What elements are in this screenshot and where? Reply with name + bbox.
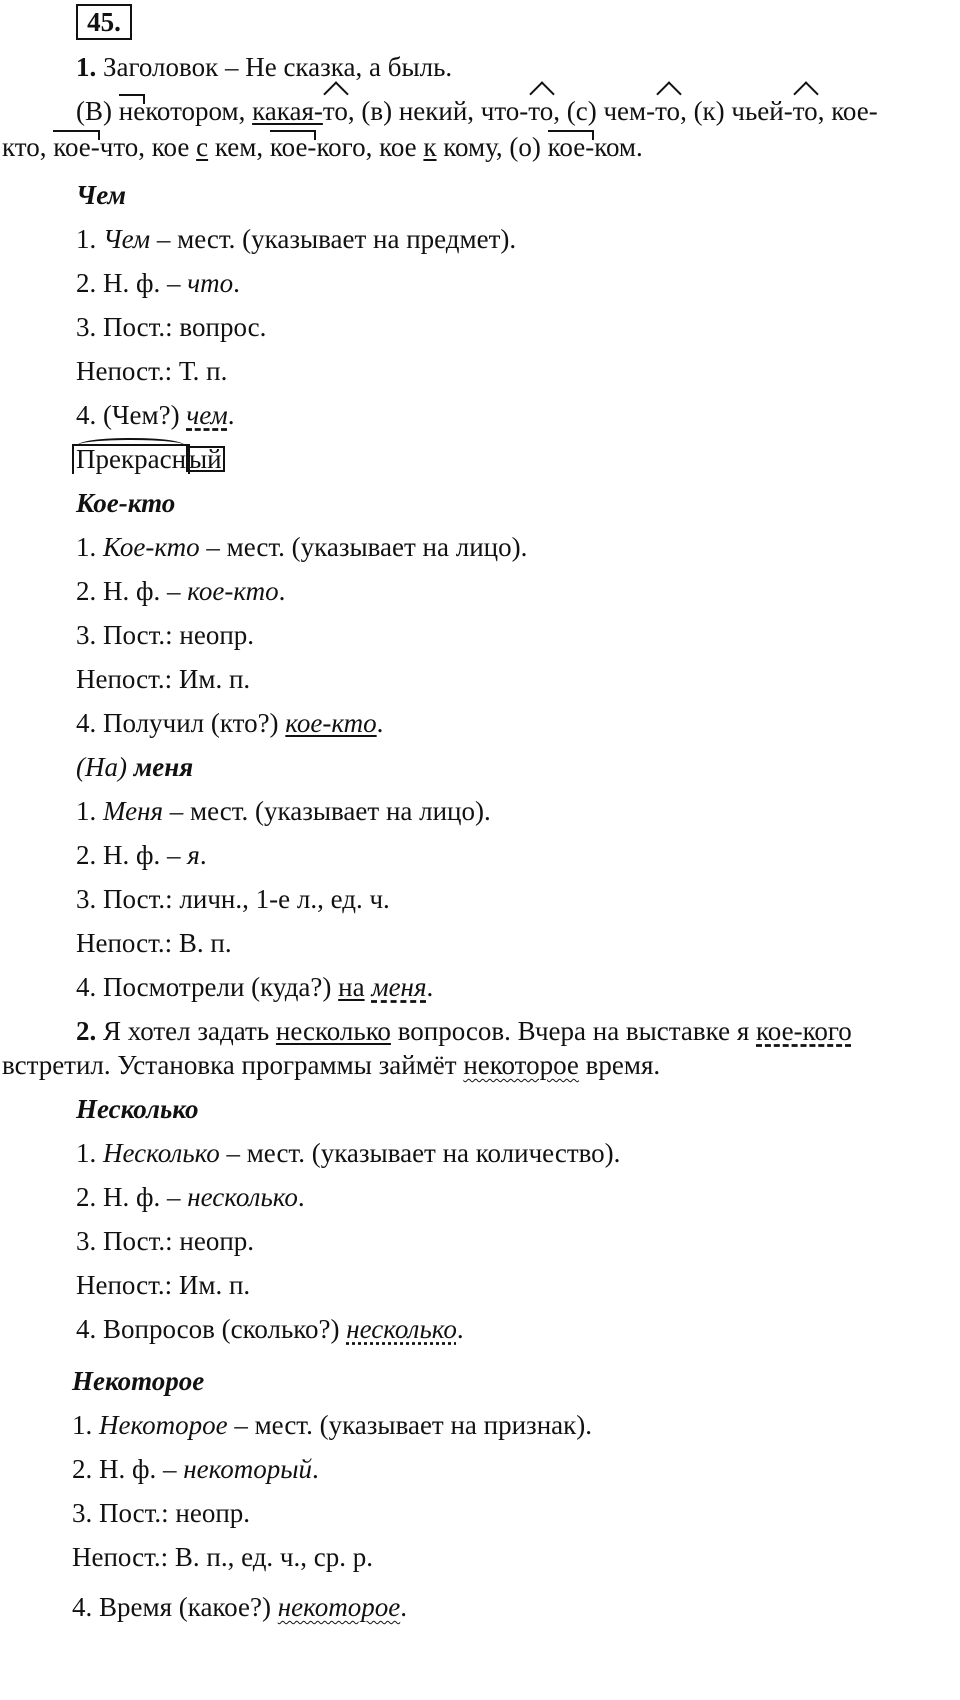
analysis-text: .	[199, 840, 207, 870]
koe-kto-item-2	[76, 574, 285, 608]
koe-kto-item-1	[76, 530, 527, 564]
underlined-word: некоторое	[463, 1050, 579, 1080]
neskolko-item-nonconst: Непост.: Им. п.	[76, 1270, 251, 1300]
suffix-mark: то	[792, 96, 818, 126]
analysis-text: .	[376, 708, 384, 738]
text-fragment: какая-	[252, 96, 323, 126]
koe-kto-item-nonconst: Непост.: Им. п.	[76, 664, 251, 694]
analysis-text: – мест. (указывает на количество).	[219, 1138, 621, 1168]
analysis-text: – мест. (указывает на признак).	[227, 1410, 593, 1440]
nekotoroe-item-3: 3. Пост.: неопр.	[72, 1498, 251, 1528]
menya-item-nonconst: Непост.: В. п.	[76, 928, 232, 958]
analysis-text: .	[426, 972, 434, 1002]
koe-kto-heading: Кое-кто	[76, 488, 176, 518]
part1-title-line	[76, 50, 452, 84]
part1-words-line-a	[76, 94, 878, 128]
text-fragment: что, кое	[99, 132, 197, 162]
ending-box: ый	[186, 446, 225, 472]
neskolko-item-3: 3. Пост.: неопр.	[76, 1226, 255, 1256]
analysis-word: меня	[371, 972, 427, 1002]
suffix-mark: то	[528, 96, 554, 126]
analysis-text: 2. Н. ф. –	[76, 268, 188, 298]
exercise-number: 45.	[76, 4, 132, 40]
menya-item-3: 3. Пост.: личн., 1-е л., ед. ч.	[76, 884, 390, 914]
list-number: 1.	[76, 1138, 103, 1168]
analysis-text: 2. Н. ф. –	[76, 576, 188, 606]
analysis-word: Чем	[103, 224, 151, 254]
heading-preposition: (На)	[76, 752, 134, 782]
text-fragment: кто,	[2, 132, 54, 162]
text-fragment: кому, (о)	[436, 132, 548, 162]
nekotoroe-item-nonconst: Непост.: В. п., ед. ч., ср. р.	[72, 1542, 373, 1572]
chem-heading: Чем	[76, 180, 127, 210]
list-number: 1.	[76, 796, 103, 826]
text-fragment: , (в) некий, что-	[347, 96, 529, 126]
underlined-word: несколько	[275, 1016, 391, 1046]
analysis-text: 2. Н. ф. –	[76, 1182, 188, 1212]
analysis-word: некоторое	[277, 1592, 401, 1622]
analysis-word: что	[187, 268, 234, 298]
list-number: 1.	[72, 1410, 99, 1440]
analysis-word: несколько	[346, 1314, 457, 1344]
analysis-word: Кое-кто	[103, 532, 200, 562]
analysis-word: кое-кто	[285, 708, 377, 738]
neskolko-item-1	[76, 1136, 620, 1170]
analysis-word: Некоторое	[99, 1410, 228, 1440]
analysis-text: .	[233, 268, 240, 298]
list-number: 1.	[76, 532, 103, 562]
nekotoroe-heading: Некоторое	[72, 1366, 205, 1396]
text-fragment: котором,	[145, 96, 253, 126]
text-fragment: вопросов. Вчера на выставке я	[390, 1016, 757, 1046]
text-fragment: кого, кое	[316, 132, 424, 162]
menya-item-2	[76, 838, 207, 872]
suffix-mark: то	[655, 96, 681, 126]
part2-number: 2.	[76, 1016, 97, 1046]
analysis-word: Несколько	[103, 1138, 220, 1168]
analysis-word: Меня	[103, 796, 164, 826]
part1-words-line-b	[2, 130, 643, 164]
underlined-word: кое-кого	[756, 1016, 852, 1046]
prefix-mark: кое-	[269, 132, 317, 162]
analysis-text: – мест. (указывает на предмет).	[150, 224, 517, 254]
heading-word: меня	[133, 752, 194, 782]
text-fragment: , (к) чьей-	[680, 96, 793, 126]
prefix-mark: кое-	[53, 132, 100, 162]
part2-line-b	[2, 1048, 660, 1082]
neskolko-item-2	[76, 1180, 305, 1214]
analysis-word: кое-кто	[187, 576, 279, 606]
nekotoroe-item-4	[72, 1590, 407, 1624]
menya-item-4	[76, 970, 433, 1004]
koe-kto-item-3: 3. Пост.: неопр.	[76, 620, 255, 650]
menya-item-1	[76, 794, 491, 828]
chem-item-3: 3. Пост.: вопрос.	[76, 312, 267, 342]
text-fragment: встретил. Установка программы займёт	[2, 1050, 464, 1080]
text-fragment: , (с) чем-	[553, 96, 656, 126]
chem-item-2	[76, 266, 240, 300]
analysis-text: – мест. (указывает на лицо).	[163, 796, 491, 826]
analysis-text: 2. Н. ф. –	[76, 840, 188, 870]
menya-heading	[76, 750, 193, 784]
part1-number: 1.	[76, 52, 97, 82]
stem-mark: Прекрасн	[76, 444, 187, 474]
analysis-text: 4. Время (какое?)	[72, 1592, 278, 1622]
analysis-text: 4. Посмотрели (куда?)	[76, 972, 339, 1002]
analysis-text: .	[297, 1182, 305, 1212]
analysis-text: 4. Вопросов (сколько?)	[76, 1314, 347, 1344]
text-fragment: кем,	[208, 132, 270, 162]
analysis-text: 4. (Чем?)	[76, 400, 187, 430]
analysis-text: .	[312, 1454, 319, 1484]
text-fragment: к	[423, 132, 437, 162]
nekotoroe-item-1	[72, 1408, 592, 1442]
analysis-text: 4. Получил (кто?)	[76, 708, 286, 738]
chem-item-nonconst: Непост.: Т. п.	[76, 356, 228, 386]
chem-item-1	[76, 222, 516, 256]
analysis-word: чем	[186, 400, 228, 430]
part2-line-a	[76, 1014, 852, 1048]
neskolko-item-4	[76, 1312, 464, 1346]
text-fragment: время.	[578, 1050, 661, 1080]
text-fragment: (В)	[76, 96, 119, 126]
analysis-text: – мест. (указывает на лицо).	[199, 532, 528, 562]
analysis-text: .	[456, 1314, 464, 1344]
neskolko-heading: Несколько	[76, 1094, 199, 1124]
analysis-text: 2. Н. ф. –	[72, 1454, 184, 1484]
morpheme-analysis	[76, 442, 225, 476]
koe-kto-item-4	[76, 706, 383, 740]
nekotoroe-item-2	[72, 1452, 319, 1486]
prefix-mark: кое-	[547, 132, 595, 162]
text-fragment: ком.	[594, 132, 643, 162]
analysis-text: .	[278, 576, 286, 606]
text-fragment: с	[196, 132, 209, 162]
text-fragment: , кое-	[817, 96, 878, 126]
analysis-text: .	[400, 1592, 407, 1622]
preposition: на	[338, 972, 365, 1002]
list-number: 1.	[76, 224, 103, 254]
analysis-word: я	[187, 840, 200, 870]
part1-title: Заголовок – Не сказка, а быль.	[103, 52, 453, 82]
chem-item-4	[76, 398, 235, 432]
prefix-mark: не	[118, 96, 146, 126]
text-fragment: Я хотел задать	[96, 1016, 276, 1046]
suffix-mark: то	[322, 96, 348, 126]
analysis-word: несколько	[187, 1182, 298, 1212]
analysis-text: .	[227, 400, 235, 430]
analysis-word: некоторый	[183, 1454, 313, 1484]
